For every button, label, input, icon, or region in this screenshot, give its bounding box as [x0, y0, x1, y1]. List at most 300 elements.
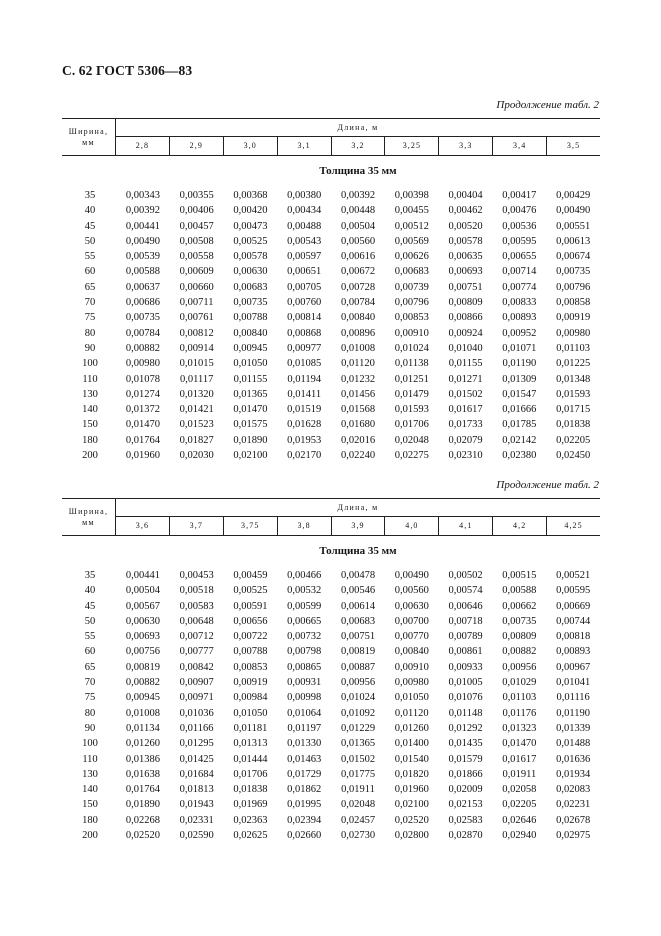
value-cell: 0,00945 — [233, 342, 268, 354]
value-cell: 0,01274 — [125, 388, 160, 400]
table-row — [62, 234, 600, 249]
width-cell: 75 — [84, 692, 96, 704]
value-cell: 0,00543 — [287, 235, 322, 247]
table-row — [62, 372, 600, 387]
value-cell: 0,00392 — [125, 205, 160, 217]
value-cell: 0,01078 — [125, 373, 160, 385]
value-cell: 0,01680 — [340, 419, 376, 431]
value-cell: 0,00539 — [125, 251, 160, 263]
width-cell: 180 — [82, 434, 98, 446]
value-cell: 0,02058 — [502, 784, 537, 796]
value-cell: 0,00819 — [125, 661, 160, 673]
value-cell: 0,00784 — [125, 327, 160, 339]
value-cell: 0,01138 — [394, 358, 429, 370]
value-cell: 0,00518 — [179, 585, 214, 597]
width-cell: 35 — [84, 570, 96, 581]
table-row — [62, 356, 600, 371]
value-cell: 0,01120 — [394, 707, 429, 719]
value-cell: 0,00635 — [448, 251, 483, 263]
value-cell: 0,01008 — [340, 342, 376, 354]
value-cell: 0,02590 — [179, 830, 214, 842]
table-row — [62, 249, 600, 264]
table-row — [62, 736, 600, 751]
value-cell: 0,00796 — [556, 281, 591, 293]
value-cell: 0,00613 — [556, 235, 591, 247]
value-cell: 0,00343 — [125, 190, 160, 201]
value-cell: 0,00355 — [179, 190, 214, 201]
value-cell: 0,00609 — [179, 266, 214, 278]
value-cell: 0,02153 — [448, 799, 483, 811]
value-cell: 0,00784 — [340, 297, 376, 309]
value-cell: 0,00732 — [287, 631, 322, 643]
value-cell: 0,00866 — [448, 312, 483, 324]
value-cell: 0,00536 — [502, 220, 537, 232]
value-cell: 0,01181 — [233, 722, 268, 734]
value-cell: 0,01444 — [233, 753, 268, 765]
value-cell: 0,00515 — [502, 570, 537, 581]
table-row — [62, 264, 600, 279]
table-row — [62, 568, 600, 583]
value-cell: 0,01050 — [394, 692, 429, 704]
value-cell: 0,01463 — [287, 753, 322, 765]
value-cell: 0,00735 — [125, 312, 160, 324]
value-cell: 0,00672 — [340, 266, 376, 278]
value-cell: 0,01715 — [556, 404, 591, 416]
value-cell: 0,01085 — [287, 358, 322, 370]
value-cell: 0,00798 — [287, 646, 322, 658]
value-cell: 0,00569 — [394, 235, 429, 247]
value-cell: 0,00648 — [179, 615, 214, 627]
value-cell: 0,01838 — [556, 419, 591, 431]
value-cell: 0,00814 — [287, 312, 322, 324]
value-cell: 0,00714 — [502, 266, 537, 278]
length-column-header: 2,8 — [116, 137, 170, 155]
value-cell: 0,02457 — [340, 814, 376, 826]
length-column-header: 3,5 — [566, 141, 581, 150]
value-cell: 0,01024 — [340, 692, 376, 704]
value-cell: 0,02170 — [287, 450, 322, 462]
value-cell: 0,01225 — [556, 358, 591, 370]
value-cell: 0,02030 — [179, 450, 214, 462]
value-cell: 0,00551 — [556, 220, 591, 232]
value-cell: 0,00705 — [287, 281, 322, 293]
value-cell: 0,01411 — [287, 388, 322, 400]
value-cell: 0,00392 — [340, 190, 376, 201]
value-cell: 0,00665 — [287, 615, 322, 627]
length-column-header: 3,0 — [224, 137, 278, 155]
width-cell: 200 — [82, 830, 98, 842]
value-cell: 0,00865 — [287, 661, 322, 673]
value-cell: 0,02205 — [502, 799, 537, 811]
value-cell: 0,01547 — [502, 388, 537, 400]
value-cell: 0,01024 — [394, 342, 429, 354]
value-cell: 0,01320 — [179, 388, 214, 400]
value-cell: 0,00599 — [287, 600, 322, 612]
length-column-header: 4,1 — [439, 517, 493, 535]
value-cell: 0,01372 — [125, 404, 160, 416]
value-cell: 0,00441 — [125, 220, 160, 232]
value-cell: 0,00646 — [448, 600, 483, 612]
value-cell: 0,00998 — [287, 692, 322, 704]
value-cell: 0,00853 — [233, 661, 268, 673]
value-cell: 0,01568 — [340, 404, 376, 416]
value-cell: 0,00744 — [556, 615, 591, 627]
value-cell: 0,00490 — [394, 570, 429, 581]
value-cell: 0,00490 — [556, 205, 591, 217]
width-cell: 40 — [84, 585, 96, 597]
value-cell: 0,01934 — [556, 768, 591, 780]
value-cell: 0,01943 — [179, 799, 214, 811]
value-cell: 0,02048 — [394, 434, 429, 446]
value-cell: 0,00796 — [394, 297, 429, 309]
value-cell: 0,02450 — [556, 450, 591, 462]
value-cell: 0,01519 — [287, 404, 322, 416]
value-cell: 0,00887 — [340, 661, 376, 673]
value-cell: 0,01103 — [502, 692, 537, 704]
width-cell: 150 — [82, 799, 98, 811]
thickness-label: Толщина 35 мм — [319, 165, 397, 177]
value-cell: 0,00761 — [179, 312, 214, 324]
value-cell: 0,01134 — [126, 722, 160, 734]
value-cell: 0,00504 — [125, 585, 160, 597]
value-cell: 0,01866 — [448, 768, 483, 780]
value-cell: 0,00630 — [394, 600, 429, 612]
value-cell: 0,01190 — [502, 358, 537, 370]
value-cell: 0,02646 — [502, 814, 537, 826]
value-cell: 0,02800 — [394, 830, 429, 842]
value-cell: 0,01092 — [340, 707, 376, 719]
value-cell: 0,02231 — [556, 799, 591, 811]
value-cell: 0,00473 — [233, 220, 268, 232]
value-cell: 0,02100 — [394, 799, 429, 811]
value-cell: 0,01479 — [394, 388, 429, 400]
value-cell: 0,00840 — [340, 312, 376, 324]
value-cell: 0,01232 — [340, 373, 376, 385]
value-cell: 0,01813 — [179, 784, 214, 796]
table-row — [62, 828, 600, 843]
value-cell: 0,01960 — [125, 450, 160, 462]
value-cell: 0,00560 — [340, 235, 376, 247]
length-column-header: 3,2 — [332, 137, 386, 155]
value-cell: 0,00512 — [394, 220, 429, 232]
data-table — [62, 118, 600, 463]
table-body — [62, 568, 600, 843]
value-cell: 0,02660 — [287, 830, 322, 842]
length-columns — [116, 517, 600, 535]
value-cell: 0,00525 — [233, 585, 268, 597]
value-cell: 0,01292 — [448, 722, 483, 734]
length-column-header: 3,75 — [224, 517, 278, 535]
value-cell: 0,00931 — [287, 677, 322, 689]
value-cell: 0,01488 — [556, 738, 591, 750]
value-cell: 0,01194 — [287, 373, 322, 385]
value-cell: 0,01029 — [502, 677, 537, 689]
value-cell: 0,02870 — [448, 830, 483, 842]
table-row — [62, 767, 600, 782]
width-cell: 180 — [82, 814, 98, 826]
value-cell: 0,01295 — [179, 738, 214, 750]
value-cell: 0,00861 — [448, 646, 483, 658]
value-cell: 0,00896 — [340, 327, 376, 339]
value-cell: 0,00417 — [502, 190, 537, 201]
value-cell: 0,01148 — [448, 707, 483, 719]
value-cell: 0,00833 — [502, 297, 537, 309]
value-cell: 0,00967 — [556, 661, 591, 673]
value-cell: 0,00614 — [340, 600, 376, 612]
value-cell: 0,02678 — [556, 814, 591, 826]
value-cell: 0,00980 — [125, 358, 160, 370]
value-cell: 0,01260 — [394, 722, 429, 734]
value-cell: 0,00508 — [179, 235, 214, 247]
value-cell: 0,00466 — [287, 570, 322, 581]
value-cell: 0,01271 — [448, 373, 483, 385]
value-cell: 0,01036 — [179, 707, 214, 719]
value-cell: 0,00735 — [502, 615, 537, 627]
value-cell: 0,00893 — [502, 312, 537, 324]
table-row — [62, 813, 600, 828]
table-row — [62, 448, 600, 463]
value-cell: 0,00774 — [502, 281, 537, 293]
thickness-label: Толщина 35 мм — [319, 545, 397, 557]
value-cell: 0,00914 — [179, 342, 214, 354]
value-cell: 0,01911 — [502, 768, 537, 780]
table-row — [62, 797, 600, 812]
table-row — [62, 721, 600, 736]
value-cell: 0,01116 — [556, 692, 590, 704]
value-cell: 0,01041 — [556, 677, 591, 689]
value-cell: 0,00441 — [125, 570, 160, 581]
width-cell: 50 — [84, 235, 96, 247]
value-cell: 0,00404 — [448, 190, 483, 201]
value-cell: 0,01190 — [556, 707, 591, 719]
value-cell: 0,01470 — [233, 404, 268, 416]
value-cell: 0,01960 — [394, 784, 429, 796]
table-row — [62, 583, 600, 598]
value-cell: 0,00616 — [340, 251, 376, 263]
value-cell: 0,01421 — [179, 404, 214, 416]
table-row — [62, 188, 600, 203]
value-cell: 0,00420 — [233, 205, 268, 217]
table-row — [62, 782, 600, 797]
value-cell: 0,01995 — [287, 799, 322, 811]
table-row — [62, 660, 600, 675]
table-row — [62, 402, 600, 417]
value-cell: 0,01309 — [502, 373, 537, 385]
value-cell: 0,00630 — [125, 615, 160, 627]
value-cell: 0,01706 — [394, 419, 429, 431]
value-cell: 0,00368 — [233, 190, 268, 201]
table-row — [62, 387, 600, 402]
value-cell: 0,01540 — [394, 753, 429, 765]
value-cell: 0,01251 — [394, 373, 429, 385]
value-cell: 0,01470 — [125, 419, 160, 431]
value-cell: 0,01323 — [502, 722, 537, 734]
width-cell: 110 — [82, 753, 98, 765]
value-cell: 0,00567 — [125, 600, 160, 612]
value-cell: 0,02268 — [125, 814, 160, 826]
value-cell: 0,01120 — [341, 358, 375, 370]
value-cell: 0,02240 — [340, 450, 376, 462]
value-cell: 0,02275 — [394, 450, 429, 462]
value-cell: 0,02363 — [233, 814, 268, 826]
value-cell: 0,00669 — [556, 600, 591, 612]
value-cell: 0,00770 — [394, 631, 429, 643]
value-cell: 0,02520 — [125, 830, 160, 842]
value-cell: 0,00756 — [125, 646, 160, 658]
value-cell: 0,01775 — [340, 768, 376, 780]
value-cell: 0,00429 — [556, 190, 591, 201]
table-row — [62, 752, 600, 767]
width-cell: 90 — [84, 342, 96, 354]
length-column-header: 3,4 — [493, 137, 547, 155]
value-cell: 0,01593 — [394, 404, 429, 416]
value-cell: 0,00735 — [556, 266, 591, 278]
table-row — [62, 417, 600, 432]
value-cell: 0,00532 — [287, 585, 322, 597]
value-cell: 0,00546 — [340, 585, 376, 597]
value-cell: 0,00683 — [340, 615, 376, 627]
value-cell: 0,00453 — [179, 570, 214, 581]
value-cell: 0,01050 — [233, 358, 268, 370]
value-cell: 0,01040 — [448, 342, 483, 354]
value-cell: 0,02380 — [502, 450, 537, 462]
value-cell: 0,00977 — [287, 342, 322, 354]
value-cell: 0,00910 — [394, 327, 429, 339]
value-cell: 0,02016 — [340, 434, 376, 446]
length-column-header: 3,25 — [385, 137, 439, 155]
table-row — [62, 599, 600, 614]
table-header — [62, 118, 600, 156]
value-cell: 0,01005 — [448, 677, 483, 689]
table-row — [62, 326, 600, 341]
value-cell: 0,00751 — [340, 631, 376, 643]
value-cell: 0,00882 — [125, 677, 160, 689]
value-cell: 0,01636 — [556, 753, 591, 765]
value-cell: 0,00858 — [556, 297, 591, 309]
table-row — [62, 203, 600, 218]
value-cell: 0,00842 — [179, 661, 214, 673]
value-cell: 0,00840 — [233, 327, 268, 339]
value-cell: 0,00448 — [340, 205, 376, 217]
value-cell: 0,00655 — [502, 251, 537, 263]
value-cell: 0,00683 — [394, 266, 429, 278]
value-cell: 0,01365 — [340, 738, 376, 750]
table-row — [62, 310, 600, 325]
length-column-header: 3,9 — [332, 517, 386, 535]
value-cell: 0,00760 — [287, 297, 322, 309]
value-cell: 0,01155 — [233, 373, 268, 385]
length-column-header: 3,1 — [278, 137, 332, 155]
width-cell: 60 — [84, 646, 96, 658]
value-cell: 0,01911 — [341, 784, 375, 796]
value-cell: 0,00595 — [556, 585, 591, 597]
value-cell: 0,00502 — [448, 570, 483, 581]
value-cell: 0,00637 — [125, 281, 160, 293]
table-row — [62, 644, 600, 659]
width-cell: 40 — [84, 205, 96, 217]
width-cell: 140 — [82, 784, 98, 796]
value-cell: 0,00956 — [340, 677, 376, 689]
value-cell: 0,01638 — [125, 768, 160, 780]
table-row — [62, 433, 600, 448]
width-cell: 110 — [82, 373, 98, 385]
value-cell: 0,00459 — [233, 570, 268, 581]
value-cell: 0,01617 — [502, 753, 537, 765]
value-cell: 0,01890 — [125, 799, 160, 811]
value-cell: 0,00868 — [287, 327, 322, 339]
value-cell: 0,00751 — [448, 281, 483, 293]
value-cell: 0,00980 — [556, 327, 591, 339]
value-cell: 0,01050 — [233, 707, 268, 719]
value-cell: 0,00597 — [287, 251, 322, 263]
value-cell: 0,02009 — [448, 784, 483, 796]
value-cell: 0,00520 — [448, 220, 483, 232]
value-cell: 0,00924 — [448, 327, 483, 339]
width-cell: 60 — [84, 266, 96, 278]
value-cell: 0,01456 — [340, 388, 376, 400]
value-cell: 0,00882 — [125, 342, 160, 354]
value-cell: 0,00956 — [502, 661, 537, 673]
length-group-header: Длина, м — [116, 499, 600, 517]
value-cell: 0,01764 — [125, 434, 160, 446]
value-cell: 0,01435 — [448, 738, 483, 750]
width-cell: 70 — [84, 677, 96, 689]
value-cell: 0,00434 — [287, 205, 322, 217]
value-cell: 0,00591 — [233, 600, 268, 612]
width-cell: 140 — [82, 404, 98, 416]
table-row — [62, 706, 600, 721]
value-cell: 0,01617 — [448, 404, 483, 416]
value-cell: 0,00380 — [287, 190, 322, 201]
value-cell: 0,00789 — [448, 631, 483, 643]
width-cell: 65 — [84, 281, 96, 293]
value-cell: 0,00853 — [394, 312, 429, 324]
value-cell: 0,00686 — [125, 297, 160, 309]
width-cell: 200 — [82, 450, 98, 462]
length-column-header: 4,25 — [564, 521, 583, 530]
width-cell: 90 — [84, 722, 96, 734]
value-cell: 0,00583 — [179, 600, 214, 612]
width-cell: 80 — [84, 707, 96, 719]
value-cell: 0,00578 — [448, 235, 483, 247]
width-cell: 130 — [82, 768, 98, 780]
width-cell: 45 — [84, 600, 96, 612]
value-cell: 0,01729 — [287, 768, 322, 780]
table-continuation-label: Продолжение табл. 2 — [496, 99, 599, 111]
table-continuation-label: Продолжение табл. 2 — [496, 479, 599, 491]
width-cell: 75 — [84, 312, 96, 324]
width-cell: 50 — [84, 615, 96, 627]
value-cell: 0,00457 — [179, 220, 214, 232]
value-cell: 0,02142 — [502, 434, 537, 446]
value-cell: 0,01502 — [448, 388, 483, 400]
value-cell: 0,02310 — [448, 450, 483, 462]
value-cell: 0,01706 — [233, 768, 268, 780]
width-cell: 150 — [82, 419, 98, 431]
table-row — [62, 280, 600, 295]
value-cell: 0,00455 — [394, 205, 429, 217]
value-cell: 0,01015 — [179, 358, 214, 370]
value-cell: 0,01593 — [556, 388, 591, 400]
value-cell: 0,01103 — [556, 342, 591, 354]
value-cell: 0,00490 — [125, 235, 160, 247]
length-column-header: 3,7 — [170, 517, 224, 535]
width-cell: 55 — [84, 631, 96, 643]
value-cell: 0,00712 — [179, 631, 214, 643]
value-cell: 0,02625 — [233, 830, 268, 842]
value-cell: 0,01176 — [502, 707, 537, 719]
value-cell: 0,01071 — [502, 342, 537, 354]
